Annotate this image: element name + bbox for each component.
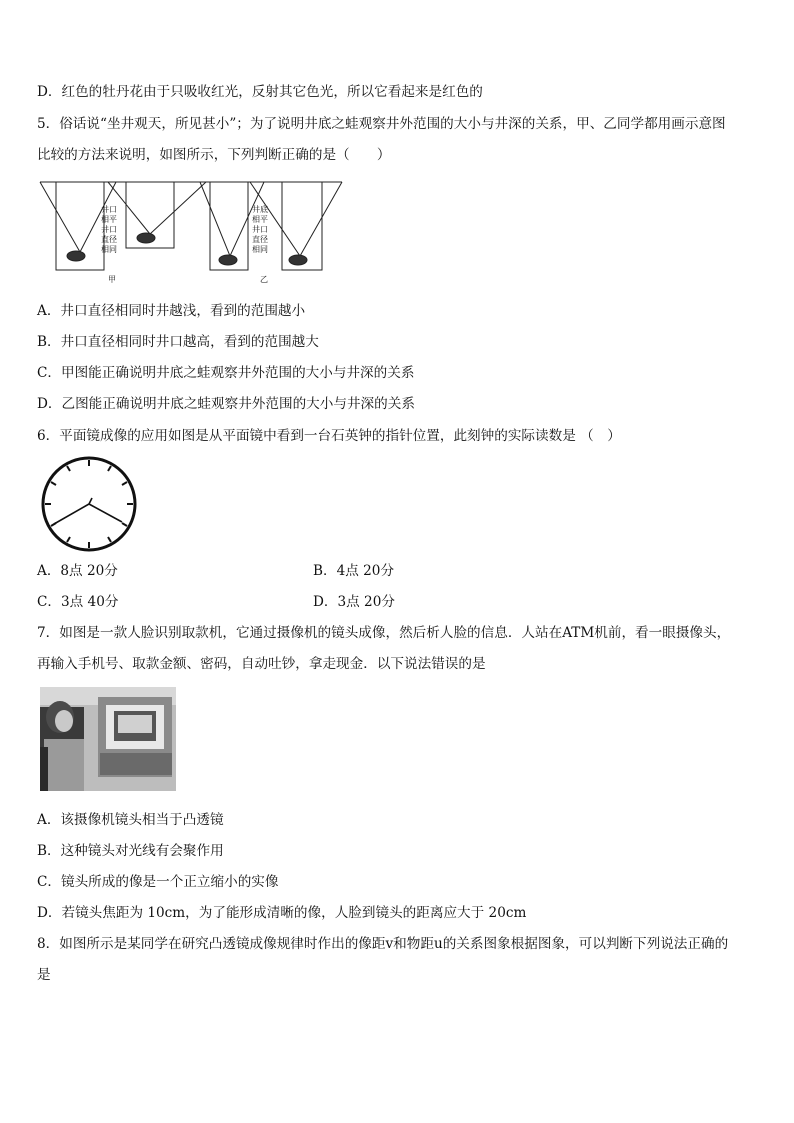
minute-hand: [54, 504, 89, 524]
svg-text:直径: 直径: [101, 235, 117, 244]
q5-option-c: C．甲图能正确说明井底之蛙观察井外范围的大小与井深的关系: [37, 365, 415, 381]
q8-stem-line2: 是: [37, 967, 51, 983]
q7-option-b: B．这种镜头对光线有会聚作用: [37, 843, 224, 859]
q6-option-d: D．3点 20分: [313, 594, 395, 610]
q8-stem-line1: 8．如图所示是某同学在研究凸透镜成像规律时作出的像距v和物距u的关系图象根据图象，可以判断下列说法正确的: [37, 936, 729, 952]
svg-text:相同: 相同: [101, 245, 117, 254]
label-jia: 甲: [108, 275, 116, 284]
q7-option-d: D．若镜头焦距为 10cm，为了能形成清晰的像，人脸到镜头的距离应大于 20cm: [37, 905, 527, 921]
q6-stem: 6．平面镜成像的应用如图是从平面镜中看到一台石英钟的指针位置，此刻钟的实际读数是 （ ）: [37, 428, 621, 444]
q5-stem-line2: 比较的方法来说明，如图所示，下列判断正确的是（ ）: [37, 147, 391, 163]
q5-option-a: A．井口直径相同时井越浅，看到的范围越小: [37, 303, 306, 319]
svg-text:井口: 井口: [252, 225, 268, 234]
jia-diagram: [40, 182, 208, 270]
hour-hand: [89, 504, 122, 522]
q5-option-d: D．乙图能正确说明井底之蛙观察井外范围的大小与井深的关系: [37, 396, 415, 412]
q7-option-c: C．镜头所成的像是一个正立缩小的实像: [37, 874, 279, 890]
q4-option-d: D．红色的牡丹花由于只吸收红光，反射其它色光，所以它看起来是红色的: [37, 84, 483, 100]
clock-figure: [40, 456, 140, 552]
label-yi: 乙: [260, 275, 268, 284]
jia-note: [101, 204, 117, 254]
svg-text:井口: 井口: [101, 225, 117, 234]
atm-photo: [40, 687, 176, 791]
q7-stem-line1: 7．如图是一款人脸识别取款机，它通过摄像机的镜头成像，然后析人脸的信息．人站在ATM机前，看一眼摄像头，: [37, 625, 731, 641]
q7-stem-line2: 再输入手机号、取款金额、密码，自动吐钞，拿走现金．以下说法错误的是: [37, 656, 486, 672]
svg-text:相平: 相平: [252, 215, 268, 224]
well-frog-figure: [38, 178, 344, 286]
svg-text:直径: 直径: [252, 235, 268, 244]
svg-text:井底: 井底: [252, 205, 268, 214]
q6-option-a: A．8点 20分: [37, 563, 118, 579]
svg-text:相同: 相同: [252, 245, 268, 254]
q6-option-c: C．3点 40分: [37, 594, 119, 610]
yi-note: [252, 204, 268, 254]
yi-diagram: [198, 182, 342, 270]
svg-text:相平: 相平: [101, 215, 117, 224]
q7-option-a: A．该摄像机镜头相当于凸透镜: [37, 812, 224, 828]
svg-text:井口: 井口: [101, 205, 117, 214]
q6-option-b: B．4点 20分: [313, 563, 395, 579]
q5-stem-line1: 5．俗话说“坐井观天，所见甚小”；为了说明井底之蛙观察井外范围的大小与井深的关系，甲、乙同学都用画示意图: [37, 116, 726, 132]
q5-option-b: B．井口直径相同时井口越高，看到的范围越大: [37, 334, 319, 350]
